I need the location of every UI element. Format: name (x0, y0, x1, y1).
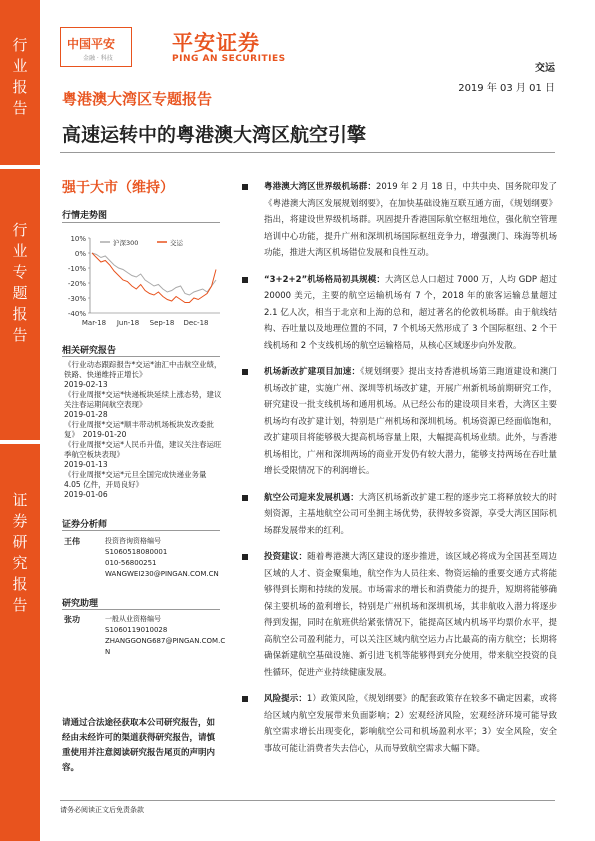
industry-label: 交运 (535, 63, 555, 74)
section-divider (62, 530, 220, 531)
sidebar-divider (0, 440, 40, 444)
footer-disclaimer: 请务必阅读正文后免责条款 (60, 806, 144, 814)
related-report-item: 《行业周报*交运*人民币升值，建议关注春运旺季航空板块表现》 (64, 440, 222, 459)
sidebar-label-industry-report (0, 35, 40, 119)
bullet-square-icon (242, 554, 248, 560)
sidebar-char: 题 (12, 284, 28, 302)
price-trend-chart (62, 228, 227, 338)
related-report-item: 2019-01-06 (64, 490, 108, 499)
contact-line: ZHANGGONG687@PINGAN.COM.C (105, 637, 226, 645)
related-report-item: 《行业周报*交运*元旦全国完成快递业务量 4.05 亿件，开局良好》 (64, 470, 207, 489)
bullet-body: 1）政策风险，《规划纲要》的配套政策存在较多不确定因素，或将给区域内航空发展带来负面影响；2）宏观经济风险，宏观经济环境可能导致航空需求增长出现变化，影响航空公司和机场盈利水平；3）安全风险，安全事故可能让消费者失去信心，从而导致航空需求大幅下降。 (264, 694, 557, 754)
sidebar-char: 研 (12, 533, 28, 551)
bullet-heading: “3+2+2”机场格局初具规模： (264, 274, 386, 285)
contact-line: WANGWEI230@PINGAN.COM.CN (105, 570, 219, 578)
brand-name-cn: 平安证券 (172, 31, 260, 55)
x-tick-label: Mar-18 (81, 319, 107, 327)
disclaimer-note: 请通过合法途径获取本公司研究报告，如经由未经许可的渠道获得研究报告，请慎重使用并注意阅读研究报告尾页的声明内容。 (62, 718, 216, 773)
related-report-item: 2019-01-13 (64, 460, 108, 469)
sidebar-divider (0, 165, 40, 169)
bullet-heading: 投资建议： (264, 552, 308, 562)
sidebar-char: 专 (12, 263, 28, 281)
bullet-heading: 粤港澳大湾区世界级机场群： (264, 182, 376, 192)
page-title: 高速运转中的粤港澳大湾区航空引擎 (62, 124, 367, 146)
assistant-name: 张功 (64, 615, 80, 624)
related-report-item: 2019-01-28 (64, 410, 108, 419)
related-report-item: 《行业周报*交运*顺丰带动机场板块发改委批复》 2019-01-20 (64, 420, 214, 439)
brand-name-en: PING AN SECURITIES (172, 54, 286, 64)
assistant-section-title: 研究助理 (62, 599, 99, 609)
sidebar-char: 业 (12, 242, 28, 260)
x-tick-label: Dec-18 (183, 319, 209, 327)
related-reports-list (64, 360, 224, 500)
series-line-0 (92, 253, 216, 295)
summary-bullet (240, 691, 557, 757)
logo-text: 中国平安 (67, 37, 116, 51)
sidebar-char: 券 (12, 512, 28, 530)
bullet-square-icon (242, 369, 248, 375)
y-tick-label: -40% (67, 310, 86, 318)
sidebar-char: 证 (12, 491, 28, 509)
sidebar-char: 告 (12, 596, 28, 614)
sidebar-char: 报 (12, 575, 28, 593)
bullet-body: 2019 年 2 月 18 日，中共中央、国务院印发了《粤港澳大湾区发展规划纲要》，在加快基础设施互联互通方面，《规划纲要》指出，将建设世界级机场群。巩固提升香港国际航空枢纽地位，强化航空管理培训中心功能，提升广州和深圳机场国际枢纽竞争力，增强澳门、珠海等机场功能，推进大湾区机场错位发展和良性互动。 (264, 182, 557, 258)
rating-badge: 强于大市（维持） (62, 180, 174, 196)
y-tick-label: -30% (67, 295, 86, 303)
sidebar-char: 报 (12, 78, 28, 96)
summary-bullet (240, 549, 557, 681)
bullet-square-icon (242, 696, 248, 702)
summary-bullet (240, 179, 557, 262)
sidebar-char: 报 (12, 305, 28, 323)
ping-an-logo (60, 27, 132, 67)
report-date: 2019 年 03 月 01 日 (458, 83, 555, 94)
series-title: 粤港澳大湾区专题报告 (62, 90, 213, 108)
contact-line: 投资咨询资格编号 (105, 537, 161, 545)
summary-bullet (240, 364, 557, 480)
analyst-name: 王伟 (64, 537, 80, 546)
bullet-body: 随着粤港澳大湾区建设的逐步推进，该区域必将成为全国甚至周边区域的人才、资金聚集地，航空作为人员往来、物资运输的重要交通方式将能够得到长期和持续的发展。市场需求的增长和消费能力的提升，短期将能够确保主要机场的盈利增长，特别是广州机场和深圳机场，其非航收入潜力将逐步得到发掘，同时在航班供给紧张情况下，能提高区域内机场平均票价水平，提高航空公司盈利能力，可以关注区域内航空运力占比最高的南方航空；长期将确保新建航空基础设施、新引进飞机等能够得到充分使用，带来航空投资的良性循环，促进产业持续健康发展。 (264, 552, 557, 678)
legend-label: 交运 (170, 239, 183, 247)
sidebar-char: 业 (12, 57, 28, 75)
logo-subtext: 金融 · 科技 (83, 55, 113, 62)
analyst-contact (105, 536, 219, 580)
related-report-item: 2019-02-13 (64, 380, 108, 389)
title-divider (60, 152, 555, 153)
bullet-body: 《规划纲要》提出支持香港机场第三跑道建设和澳门机场改扩建，实施广州、深圳等机场改扩建，开展广州新机场前期研究工作，研究建设一批支线机场和通用机场。从已经公布的建设项目来看，大湾区主要机场均有改扩建计划，特别是广州机场和深圳机场。机场资源已经面临饱和，改扩建项目将能够极大提高机场容量上限，大幅提高机场业绩。此外，与香港机场相比，广州和深圳两场的商业开发仍有较大潜力，能够支持两场在吞吐量增长受限情况下的利润增长。 (264, 367, 557, 476)
sidebar-char: 行 (12, 221, 28, 239)
assistant-contact (105, 614, 225, 658)
sidebar-label-special-report (0, 220, 40, 346)
y-tick-label: 10% (70, 235, 86, 243)
analyst-section-title: 证券分析师 (62, 520, 108, 530)
series-line-1 (92, 253, 216, 303)
summary-bullet (240, 272, 557, 355)
contact-line: 010-56800251 (105, 559, 157, 567)
summary-bullets (240, 179, 557, 757)
sidebar-char: 究 (12, 554, 28, 572)
x-tick-label: Jun-18 (116, 319, 140, 327)
bullet-heading: 机场新改扩建项目加速： (264, 367, 361, 377)
sidebar-label-securities-research (0, 490, 40, 616)
legend-label: 沪深300 (113, 239, 139, 247)
bullet-square-icon (242, 184, 248, 190)
bullet-heading: 航空公司迎来发展机遇： (264, 492, 359, 503)
sidebar-char: 行 (12, 36, 28, 54)
section-divider (62, 356, 220, 357)
contact-line: 一般从业资格编号 (105, 615, 161, 623)
x-tick-label: Sep-18 (149, 319, 175, 327)
bullet-heading: 风险提示： (264, 694, 307, 704)
related-report-item: 《行业动态跟踪报告*交运*油汇中击航空业绩，铁路、快递维持正增长》 (64, 360, 222, 379)
summary-bullet (240, 490, 557, 540)
sidebar-char: 告 (12, 99, 28, 117)
chart-section-title: 行情走势图 (62, 211, 108, 221)
left-sidebar (0, 0, 40, 841)
contact-line: S1060119010028 (105, 626, 168, 634)
bullet-body: 大湾区总人口超过 7000 万，人均 GDP 超过 20000 美元，主要的航空运输机场有 7 个，2018 年的旅客运输总量超过 2.1 亿人次，相当于北京和上海的总和，超过著名的伦敦机场群。由于航线结构、吞吐量以及地理位置的不同，7 个机场天然形成了 3 个国际枢纽、2 个干线机场和 2 个支线机场的航空运输格局，从核心区域逐步向外发散。 (264, 274, 557, 351)
contact-line: S1060518080001 (105, 548, 168, 556)
related-report-item: 《行业周报*交运*快递板块延续上涨态势，建议关注春运期间航空表现》 (64, 390, 222, 409)
y-tick-label: -20% (67, 280, 86, 288)
section-divider (62, 222, 220, 223)
footer-divider (60, 800, 555, 801)
y-tick-label: 0% (74, 250, 86, 258)
contact-line: N (105, 648, 111, 656)
bullet-body: 大湾区机场新改扩建工程的逐步完工将释放较大的时刻资源，主基地航空公司可坐拥主场优势，获得较多资源，享受大湾区国际机场群发展带来的红利。 (264, 492, 557, 536)
sidebar-char: 告 (12, 326, 28, 344)
related-section-title: 相关研究报告 (62, 346, 117, 356)
bullet-square-icon (242, 495, 248, 501)
section-divider (62, 609, 220, 610)
y-tick-label: -10% (67, 265, 86, 273)
bullet-square-icon (242, 277, 248, 283)
